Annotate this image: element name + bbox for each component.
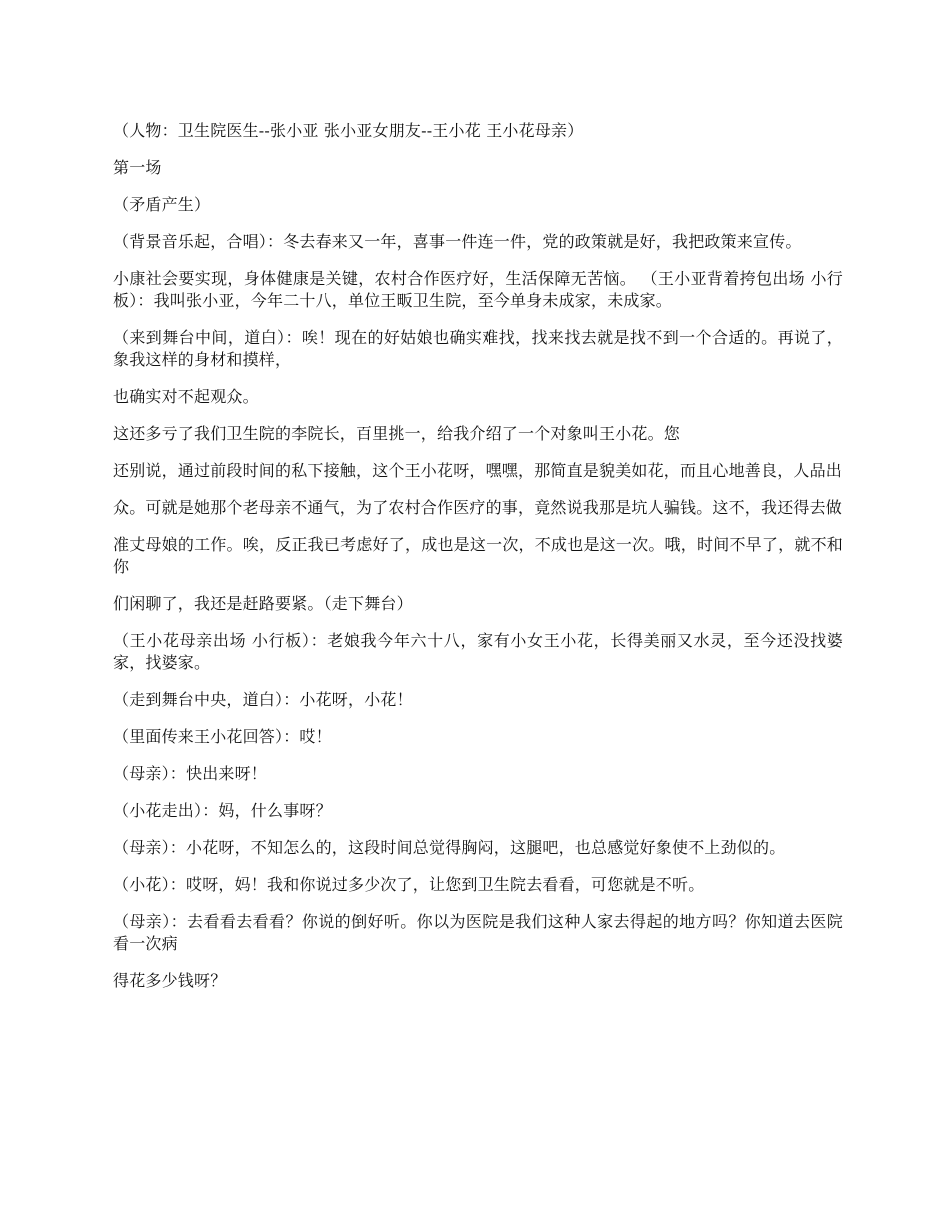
script-paragraph: 这还多亏了我们卫生院的李院长，百里挑一，给我介绍了一个对象叫王小花。您 [113,424,681,443]
script-paragraph: （来到舞台中间，道白）：唉！现在的好姑娘也确实难找，找来找去就是找不到一个合适的。再说了，象我这样的身材和摸样， [113,328,843,369]
cast-list: （人物：卫生院医生--张小亚 张小亚女朋友--王小花 王小花母亲） [113,121,584,140]
script-paragraph: 也确实对不起观众。 [113,387,259,406]
script-paragraph: （王小花母亲出场 小行板）：老娘我今年六十八，家有小女王小花，长得美丽又水灵，至今还没找婆家，找婆家。 [113,631,843,672]
script-paragraph: （里面传来王小花回答）：哎！ [113,727,332,746]
scene-subtitle: （矛盾产生） [113,195,211,214]
script-paragraph: （背景音乐起，合唱）：冬去春来又一年，喜事一件连一件，党的政策就是好，我把政策来宣传。 [113,232,802,251]
script-paragraph: （小花）：哎呀，妈！我和你说过多少次了，让您到卫生院去看看，可您就是不听。 [113,875,705,894]
script-paragraph: （母亲）：小花呀，不知怎么的，这段时间总觉得胸闷，这腿吧，也总感觉好象使不上劲似的。 [113,838,786,857]
script-paragraph: 众。可就是她那个老母亲不通气，为了农村合作医疗的事，竟然说我那是坑人骗钱。这不，我还得去做 [113,498,843,517]
script-paragraph: （母亲）：去看看去看看？你说的倒好听。你以为医院是我们这种人家去得起的地方吗？你知道去医院看一次病 [113,912,843,953]
script-paragraph: 准丈母娘的工作。唉，反正我已考虑好了，成也是这一次，不成也是这一次。哦，时间不早了，就不和你 [113,535,843,576]
script-paragraph: 得花多少钱呀？ [113,971,227,990]
script-paragraph: 们闲聊了，我还是赶路要紧。（走下舞台） [113,594,413,613]
script-paragraph: （母亲）：快出来呀！ [113,764,268,783]
script-paragraph: 小康社会要实现，身体健康是关键，农村合作医疗好，生活保障无苦恼。 （王小亚背着挎包出场 小行板）：我叫张小亚，今年二十八，单位王畈卫生院，至今单身未成家，未成家。 [113,269,843,310]
script-paragraph: （小花走出）：妈，什么事呀？ [113,801,332,820]
script-paragraph: （走到舞台中央，道白）：小花呀，小花！ [113,690,413,709]
scene-heading: 第一场 [113,158,162,177]
document-body [113,120,843,1007]
script-paragraph: 还别说，通过前段时间的私下接触，这个王小花呀，嘿嘿，那简直是貌美如花，而且心地善良，人品出 [113,461,843,480]
